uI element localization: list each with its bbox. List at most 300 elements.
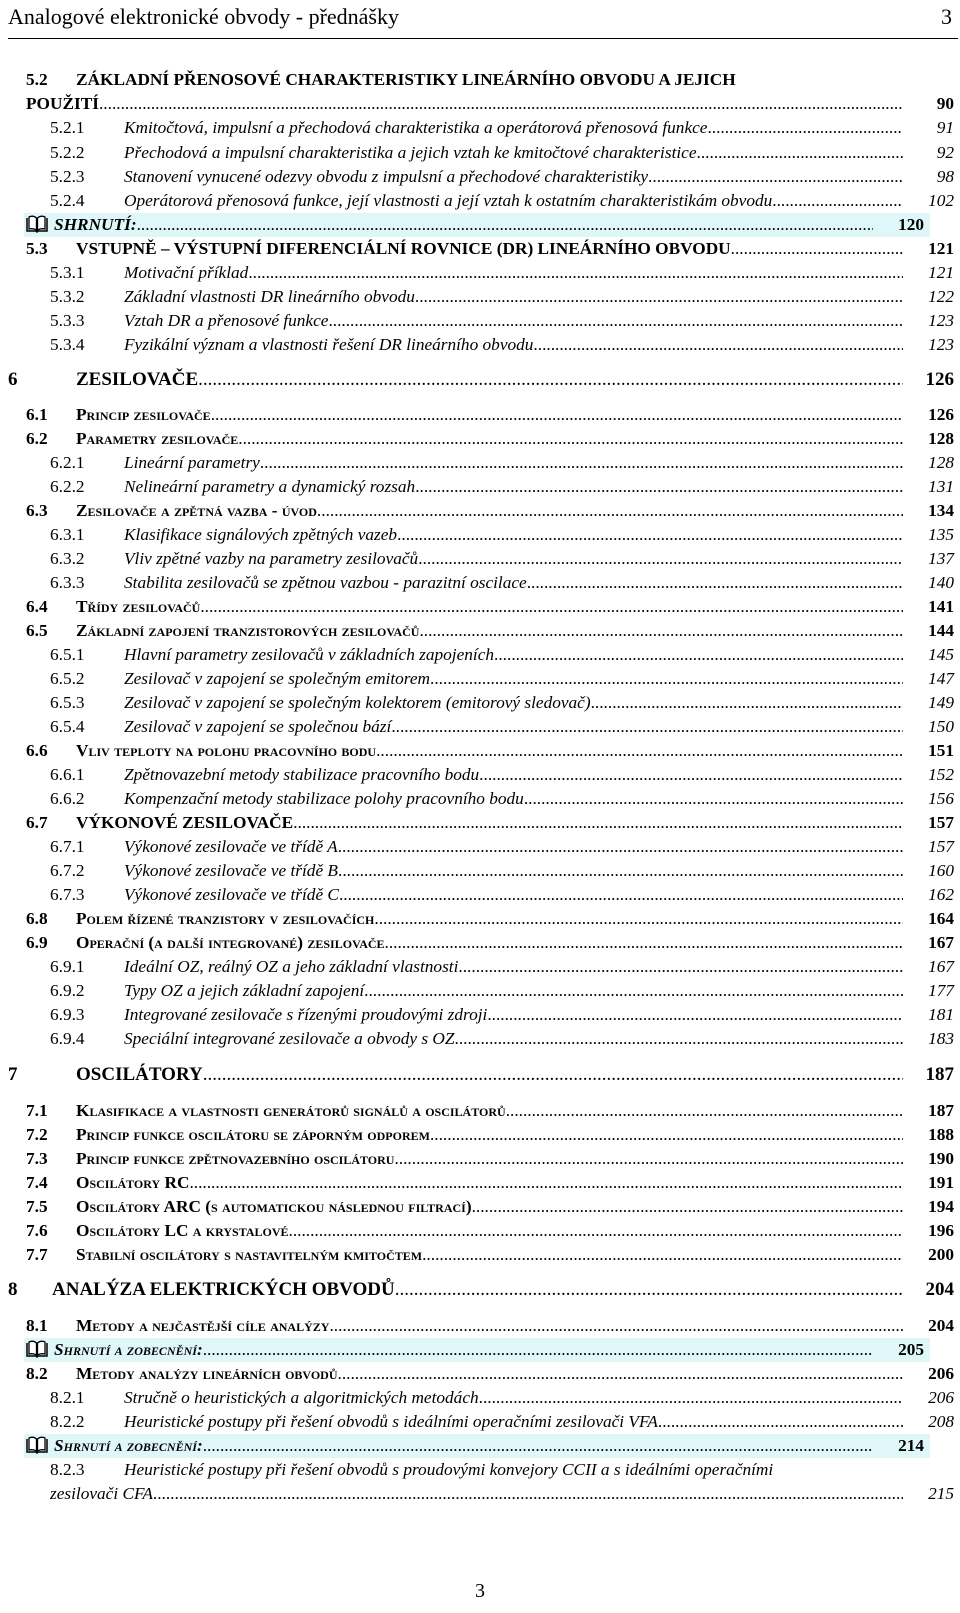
- dot-leader: [153, 1482, 903, 1506]
- dot-leader: [591, 691, 903, 715]
- toc-entry-number: 5.2.2: [50, 143, 85, 162]
- toc-entry-page: 190: [928, 1149, 954, 1168]
- dot-leader: [418, 547, 903, 571]
- toc-entry-page: 102: [928, 191, 954, 210]
- toc-entry[interactable]: [0, 979, 960, 1003]
- dot-leader: [293, 811, 903, 835]
- dot-leader: [472, 1195, 903, 1219]
- toc-entry-number: 6.5.1: [50, 645, 85, 664]
- toc-entry-page: 164: [928, 909, 954, 928]
- toc-entry[interactable]: [0, 1027, 960, 1051]
- toc-entry-title-text: ZESILOVAČE: [76, 369, 199, 390]
- toc-entry-title: [124, 1003, 487, 1027]
- toc-entry[interactable]: [0, 92, 960, 116]
- toc-entry-title-text: Třídy zesilovačů: [76, 597, 201, 616]
- toc-entry-title: [124, 475, 415, 499]
- dot-leader: [203, 1338, 873, 1362]
- toc-entry-page: 157: [928, 837, 954, 856]
- toc-entry-title: [76, 1123, 430, 1147]
- toc-entry[interactable]: [0, 368, 960, 392]
- toc-entry-page: 196: [928, 1221, 954, 1240]
- toc-entry-title: [124, 883, 339, 907]
- toc-entry-number: 5.3.3: [50, 311, 85, 330]
- page-header: [8, 4, 958, 39]
- toc-entry-title: [76, 237, 731, 261]
- toc-entry[interactable]: [0, 763, 960, 787]
- toc-entry-title: [26, 1338, 203, 1362]
- toc-entry-title-text: Vliv zpětné vazby na parametry zesilovačů: [124, 549, 419, 568]
- toc-entry-title: [124, 1458, 773, 1482]
- toc-entry-title: [124, 189, 772, 213]
- toc-entry-number: 6.7.1: [50, 837, 85, 856]
- toc-entry-title-text: Vztah DR a přenosové funkce: [124, 311, 329, 330]
- toc-entry-title: [124, 165, 648, 189]
- toc-entry[interactable]: [0, 499, 960, 523]
- toc-entry-title-text: Metody a nejčastější cíle analýzy: [76, 1316, 330, 1335]
- toc-entry[interactable]: [0, 1195, 960, 1219]
- toc-entry-number: 5.3.2: [50, 287, 85, 306]
- toc-entry-number: 6.5.3: [50, 693, 85, 712]
- toc-entry-number: 6: [8, 369, 18, 390]
- toc-entry-title-text: OSCILÁTORY: [76, 1064, 203, 1085]
- toc-entry-page: 204: [925, 1279, 954, 1300]
- toc-entry-number: 7.6: [26, 1221, 48, 1240]
- toc-entry-title: [76, 619, 419, 643]
- toc-entry[interactable]: [0, 1314, 960, 1338]
- toc-entry-page: 131: [928, 477, 954, 496]
- toc-entry-number: 5.2.4: [50, 191, 85, 210]
- toc-entry-title: [124, 1027, 455, 1051]
- toc-entry-title: [124, 835, 338, 859]
- toc-entry-number: 6.3.3: [50, 573, 85, 592]
- toc-entry-title: [124, 1386, 479, 1410]
- dot-leader: [339, 883, 903, 907]
- dot-leader: [707, 116, 903, 140]
- toc-entry[interactable]: [0, 643, 960, 667]
- toc-entry-title: [76, 68, 736, 92]
- dot-leader: [394, 1147, 903, 1171]
- dot-leader: [479, 763, 903, 787]
- dot-leader: [527, 571, 903, 595]
- toc-entry-title: [76, 595, 200, 619]
- toc-entry-title: [76, 931, 385, 955]
- toc-entry-title: [124, 451, 260, 475]
- toc-entry-page: 98: [936, 167, 954, 186]
- dot-leader: [397, 523, 903, 547]
- toc-entry-number: 5.2.3: [50, 167, 85, 186]
- toc-entry-title: [76, 1063, 203, 1087]
- toc-entry-title-text: Zesilovač v zapojení se společným kolektorem (emitorový sledovač): [124, 693, 591, 712]
- toc-entry-title: [124, 667, 430, 691]
- toc-entry-page: 137: [928, 549, 954, 568]
- toc-entry-number: 6.5.4: [50, 717, 85, 736]
- toc-entry-page: 92: [936, 143, 954, 162]
- toc-entry-number: 6.9.2: [50, 981, 85, 1000]
- toc-entry-title: [76, 1171, 189, 1195]
- toc-entry-page: 123: [928, 335, 954, 354]
- toc-entry-number: 5.3.4: [50, 335, 85, 354]
- toc-entry-number: 7.4: [26, 1173, 48, 1192]
- toc-entry-title: [52, 1278, 395, 1302]
- dot-leader: [479, 1386, 903, 1410]
- toc-entry[interactable]: [0, 619, 960, 643]
- toc-entry[interactable]: [0, 427, 960, 451]
- toc-entry-title: [124, 955, 458, 979]
- toc-entry[interactable]: [0, 189, 960, 213]
- toc-entry[interactable]: [0, 547, 960, 571]
- toc-entry[interactable]: [0, 739, 960, 763]
- toc-entry-page: 91: [936, 118, 954, 137]
- toc-entry[interactable]: [0, 451, 960, 475]
- toc-entry-page: 145: [928, 645, 954, 664]
- toc-entry-title: [124, 715, 391, 739]
- toc-entry-number: 6.9: [26, 933, 48, 952]
- toc-entry[interactable]: [0, 1458, 960, 1482]
- toc-entry-page: 126: [928, 405, 954, 424]
- toc-entry-page: 149: [928, 693, 954, 712]
- toc-entry[interactable]: [0, 1243, 960, 1267]
- book-icon: [26, 215, 48, 233]
- toc-entry-title: [76, 1147, 394, 1171]
- toc-entry-title: [76, 403, 211, 427]
- toc-entry[interactable]: [0, 811, 960, 835]
- toc-entry[interactable]: [0, 1003, 960, 1027]
- toc-entry-title-text: Speciální integrované zesilovače a obvody s OZ: [124, 1029, 455, 1048]
- toc-entry-title: [76, 499, 317, 523]
- dot-leader: [248, 261, 903, 285]
- toc-entry-page: 150: [928, 717, 954, 736]
- dot-leader: [395, 1278, 903, 1302]
- toc-entry-page: 181: [928, 1005, 954, 1024]
- toc-entry[interactable]: [0, 237, 960, 261]
- dot-leader: [289, 1219, 904, 1243]
- toc-entry[interactable]: [0, 141, 960, 165]
- toc-entry-page: 126: [925, 369, 954, 390]
- toc-entry-number: 6.3.2: [50, 549, 85, 568]
- toc-entry[interactable]: [24, 213, 930, 237]
- toc-entry-title-text: Lineární parametry: [124, 453, 260, 472]
- toc-entry-page: 200: [928, 1245, 954, 1264]
- book-icon: [26, 1436, 48, 1454]
- toc-entry-page: 160: [928, 861, 954, 880]
- toc-entry-number: 7.3: [26, 1149, 48, 1168]
- toc-entry-number: 8.1: [26, 1316, 48, 1335]
- dot-leader: [419, 619, 903, 643]
- toc-entry-number: 6.9.4: [50, 1029, 85, 1048]
- toc-entry[interactable]: [0, 715, 960, 739]
- toc-entry-page: 194: [928, 1197, 954, 1216]
- toc-entry[interactable]: [0, 787, 960, 811]
- toc-entry-page: 205: [898, 1340, 924, 1359]
- toc-entry[interactable]: [0, 261, 960, 285]
- dot-leader: [317, 499, 903, 523]
- toc-entry-page: 188: [928, 1125, 954, 1144]
- book-icon: [26, 1340, 48, 1358]
- toc-entry-title-text: Oscilátory RC: [76, 1173, 190, 1192]
- toc-entry-title-text: Polem řízené tranzistory v zesilovačích: [76, 909, 375, 928]
- toc-entry-number: 6.7: [26, 813, 48, 832]
- toc-entry[interactable]: [0, 68, 960, 92]
- dot-leader: [203, 1434, 873, 1458]
- dot-leader: [376, 739, 903, 763]
- toc-entry[interactable]: [0, 1410, 960, 1434]
- dot-leader: [430, 1123, 903, 1147]
- footer-page-number: 3: [475, 1580, 485, 1602]
- toc-entry-title: [124, 141, 697, 165]
- toc-entry-number: 6.5.2: [50, 669, 85, 688]
- toc-entry[interactable]: [24, 1338, 930, 1362]
- toc-entry-title: [50, 1482, 153, 1506]
- toc-entry-title-text: Zesilovač v zapojení se společným emitorem: [124, 669, 431, 688]
- toc-entry-title-text: Klasifikace signálových zpětných vazeb: [124, 525, 398, 544]
- dot-leader: [329, 1314, 903, 1338]
- toc-entry[interactable]: [0, 475, 960, 499]
- toc-entry[interactable]: [0, 1147, 960, 1171]
- dot-leader: [374, 907, 903, 931]
- toc-entry-title-text: Stabilita zesilovačů se zpětnou vazbou - parazitní oscilace: [124, 573, 527, 592]
- toc-entry-title-text: Princip funkce zpětnovazebního oscilátoru: [76, 1149, 395, 1168]
- toc-entry-page: 134: [928, 501, 954, 520]
- toc-entry[interactable]: [0, 116, 960, 140]
- toc-entry-number: 6.3: [26, 501, 48, 520]
- toc-entry[interactable]: [0, 1099, 960, 1123]
- toc-entry-title-text: Typy OZ a jejich základní zapojení: [124, 981, 365, 1000]
- toc-entry-page: 157: [928, 813, 954, 832]
- toc-entry[interactable]: [0, 883, 960, 907]
- toc-entry-page: 90: [936, 94, 954, 113]
- dot-leader: [338, 1362, 903, 1386]
- toc-entry-number: 8: [8, 1279, 18, 1300]
- toc-entry-number: 7.1: [26, 1101, 48, 1120]
- toc-entry-title-text: Ideální OZ, reálný OZ a jeho základní vlastnosti: [124, 957, 459, 976]
- toc-entry-title: [76, 1099, 506, 1123]
- toc-entry-title: [76, 811, 293, 835]
- toc-entry-page: 156: [928, 789, 954, 808]
- toc-entry-title: [124, 979, 364, 1003]
- dot-leader: [238, 427, 903, 451]
- toc-entry[interactable]: [0, 1123, 960, 1147]
- toc-entry-number: 7.7: [26, 1245, 48, 1264]
- dot-leader: [772, 189, 903, 213]
- toc-entry-title-text: Operátorová přenosová funkce, její vlastnosti a její vztah k ostatním charakteristikám obvodu: [124, 191, 773, 210]
- toc-entry-page: 135: [928, 525, 954, 544]
- toc-entry-title-text: VÝKONOVÉ ZESILOVAČE: [76, 813, 294, 832]
- toc-entry-page: 191: [928, 1173, 954, 1192]
- toc-entry-title: [124, 116, 707, 140]
- dot-leader: [697, 141, 903, 165]
- toc-entry-title-text: Oscilátory LC a krystalové: [76, 1221, 289, 1240]
- toc-entry-number: 7.2: [26, 1125, 48, 1144]
- toc-entry-title-text: Hlavní parametry zesilovačů v základních zapojeních: [124, 645, 495, 664]
- toc-entry-title-text: Stabilní oscilátory s nastavitelným kmitočtem: [76, 1245, 423, 1264]
- toc-entry-title: [76, 1314, 329, 1338]
- toc-entry-title: [76, 1243, 422, 1267]
- toc-entry-number: 6.2.1: [50, 453, 85, 472]
- toc-entry-number: 6.1: [26, 405, 48, 424]
- dot-leader: [455, 1027, 903, 1051]
- toc-entry-page: 121: [928, 239, 954, 258]
- toc-entry-title-text: zesilovači CFA: [50, 1484, 153, 1503]
- toc-entry-title: [124, 261, 248, 285]
- toc-entry[interactable]: [0, 165, 960, 189]
- header-page-number: 3: [941, 4, 952, 29]
- toc-entry-number: 6.7.3: [50, 885, 85, 904]
- toc-entry-number: 6.8: [26, 909, 48, 928]
- toc-entry-page: 204: [928, 1316, 954, 1335]
- toc-entry-page: 206: [928, 1388, 954, 1407]
- toc-entry-title-text: Kmitočtová, impulsní a přechodová charakteristika a operátorová přenosová funkce: [124, 118, 708, 137]
- toc-entry-title-text: Stanovení vynucené odezvy obvodu z impulsní a přechodové charakteristiky: [124, 167, 649, 186]
- toc-entry-title-text: Kompenzační metody stabilizace polohy pracovního bodu: [124, 789, 524, 808]
- toc-entry-title-text: Přechodová a impulsní charakteristika a jejich vztah ke kmitočtové charakteristice: [124, 143, 697, 162]
- toc-entry[interactable]: [0, 333, 960, 357]
- toc-entry-title-text: Nelineární parametry a dynamický rozsah: [124, 477, 416, 496]
- toc-entry[interactable]: [0, 1362, 960, 1386]
- dot-leader: [415, 475, 903, 499]
- toc-entry-page: 147: [928, 669, 954, 688]
- toc-entry-number: 6.7.2: [50, 861, 85, 880]
- toc-entry-number: 6.9.1: [50, 957, 85, 976]
- toc-entry-number: 5.3.1: [50, 263, 85, 282]
- toc-entry-page: 144: [928, 621, 954, 640]
- header-title: Analogové elektronické obvody - přednášky: [8, 4, 399, 29]
- toc-entry[interactable]: [24, 1434, 930, 1458]
- toc-entry-number: 8.2.2: [50, 1412, 85, 1431]
- toc-entry-title-text: Základní zapojení tranzistorových zesilovačů: [76, 621, 420, 640]
- toc-entry-title-text: ZÁKLADNÍ PŘENOSOVÉ CHARAKTERISTIKY LINEÁRNÍHO OBVODU A JEJICH: [76, 70, 736, 89]
- toc-entry-title: [124, 763, 479, 787]
- toc-entry[interactable]: [0, 907, 960, 931]
- toc-entry[interactable]: [0, 835, 960, 859]
- toc-entry-title-text: Heuristické postupy při řešení obvodů s proudovými konvejory CCII a s ideálními operačními: [124, 1460, 774, 1479]
- toc-entry[interactable]: [0, 403, 960, 427]
- toc-entry-page: 187: [925, 1064, 954, 1085]
- toc-entry[interactable]: [0, 309, 960, 333]
- toc-entry-page: 167: [928, 933, 954, 952]
- dot-leader: [189, 1171, 903, 1195]
- toc-entry[interactable]: [0, 1219, 960, 1243]
- toc-entry-title: [124, 787, 524, 811]
- toc-entry-page: 151: [928, 741, 954, 760]
- toc-entry-page: 183: [928, 1029, 954, 1048]
- toc-entry[interactable]: [0, 859, 960, 883]
- toc-entry-title-text: Parametry zesilovače: [76, 429, 239, 448]
- toc-entry[interactable]: [0, 1063, 960, 1087]
- dot-leader: [338, 835, 903, 859]
- toc-entry-number: 5.3: [26, 239, 48, 258]
- toc-entry[interactable]: [0, 955, 960, 979]
- toc-entry-title: [26, 213, 137, 237]
- dot-leader: [494, 643, 903, 667]
- toc-entry-title: [124, 309, 328, 333]
- toc-entry-page: 128: [928, 453, 954, 472]
- dot-leader: [658, 1410, 903, 1434]
- toc-entry-page: 141: [928, 597, 954, 616]
- dot-leader: [422, 1243, 903, 1267]
- toc-entry[interactable]: [0, 1171, 960, 1195]
- toc-entry-number: 6.2: [26, 429, 48, 448]
- dot-leader: [458, 955, 903, 979]
- toc-entry-number: 5.2: [26, 70, 48, 89]
- dot-leader: [415, 285, 903, 309]
- toc-entry-title-text: Základní vlastnosti DR lineárního obvodu: [124, 287, 415, 306]
- toc-entry[interactable]: [0, 285, 960, 309]
- toc-entry-number: 8.2.3: [50, 1460, 85, 1479]
- dot-leader: [211, 403, 903, 427]
- toc-entry[interactable]: [0, 931, 960, 955]
- dot-leader: [391, 715, 903, 739]
- toc-entry[interactable]: [0, 595, 960, 619]
- toc-entry[interactable]: [0, 1482, 960, 1506]
- dot-leader: [364, 979, 903, 1003]
- toc-entry-title: [26, 92, 99, 116]
- toc-entry[interactable]: [0, 691, 960, 715]
- toc-entry-number: 6.3.1: [50, 525, 85, 544]
- toc-entry-title-text: Výkonové zesilovače ve třídě A: [124, 837, 338, 856]
- toc-entry-title: [124, 571, 527, 595]
- toc-entry-title-text: Vliv teploty na polohu pracovního bodu: [76, 741, 377, 760]
- toc-entry[interactable]: [0, 1278, 960, 1302]
- dot-leader: [506, 1099, 903, 1123]
- toc-entry-number: 7.5: [26, 1197, 48, 1216]
- toc-entry-title-text: Oscilátory ARC (s automatickou následnou filtrací): [76, 1197, 472, 1216]
- toc-entry-title: [124, 523, 397, 547]
- toc-entry-page: 123: [928, 311, 954, 330]
- toc-entry-number: 7: [8, 1064, 18, 1085]
- toc-entry[interactable]: [0, 571, 960, 595]
- toc-entry-title-text: Motivační příklad: [124, 263, 249, 282]
- dot-leader: [731, 237, 903, 261]
- toc-entry-title: [124, 859, 338, 883]
- toc-entry-title-text: Integrované zesilovače s řízenými proudovými zdroji: [124, 1005, 488, 1024]
- toc-entry-title: [76, 1195, 472, 1219]
- toc-entry-title-text: Heuristické postupy při řešení obvodů s ideálními operačními zesilovači VFA: [124, 1412, 658, 1431]
- toc-entry-page: 187: [928, 1101, 954, 1120]
- toc-entry-page: 128: [928, 429, 954, 448]
- toc-entry-number: 8.2.1: [50, 1388, 85, 1407]
- toc-entry-page: 215: [928, 1484, 954, 1503]
- toc-entry[interactable]: [0, 1386, 960, 1410]
- toc-entry-number: 5.2.1: [50, 118, 85, 137]
- toc-entry-number: 6.5: [26, 621, 48, 640]
- dot-leader: [328, 309, 903, 333]
- toc-entry-title-text: Metody analýzy lineárních obvodů: [76, 1364, 338, 1383]
- toc-entry-title: [124, 643, 494, 667]
- toc-entry[interactable]: [0, 523, 960, 547]
- toc-entry-title-text: Princip zesilovače: [76, 405, 211, 424]
- toc-entry-title-text: ANALÝZA ELEKTRICKÝCH OBVODŮ: [52, 1279, 395, 1300]
- toc-entry-page: 140: [928, 573, 954, 592]
- toc-entry-page: 120: [898, 215, 924, 234]
- dot-leader: [200, 595, 903, 619]
- toc-entry-title-text: Výkonové zesilovače ve třídě B: [124, 861, 338, 880]
- dot-leader: [198, 368, 903, 392]
- toc-entry-page: 214: [898, 1436, 924, 1455]
- toc-entry-title-text: Princip funkce oscilátoru se záporným odporem: [76, 1125, 430, 1144]
- toc-entry-page: 208: [928, 1412, 954, 1431]
- toc-entry-title-text: Zpětnovazební metody stabilizace pracovního bodu: [124, 765, 480, 784]
- toc-entry-title: [76, 907, 374, 931]
- toc-entry-title-text: Zesilovače a zpětná vazba - úvod: [76, 501, 317, 520]
- toc-entry-page: 206: [928, 1364, 954, 1383]
- dot-leader: [487, 1003, 903, 1027]
- toc-entry[interactable]: [0, 667, 960, 691]
- toc-entry-title: [124, 547, 418, 571]
- toc-entry-title: [76, 427, 238, 451]
- toc-entry-number: 6.6: [26, 741, 48, 760]
- toc-entry-number: 6.2.2: [50, 477, 85, 496]
- toc-entry-title: [76, 1362, 338, 1386]
